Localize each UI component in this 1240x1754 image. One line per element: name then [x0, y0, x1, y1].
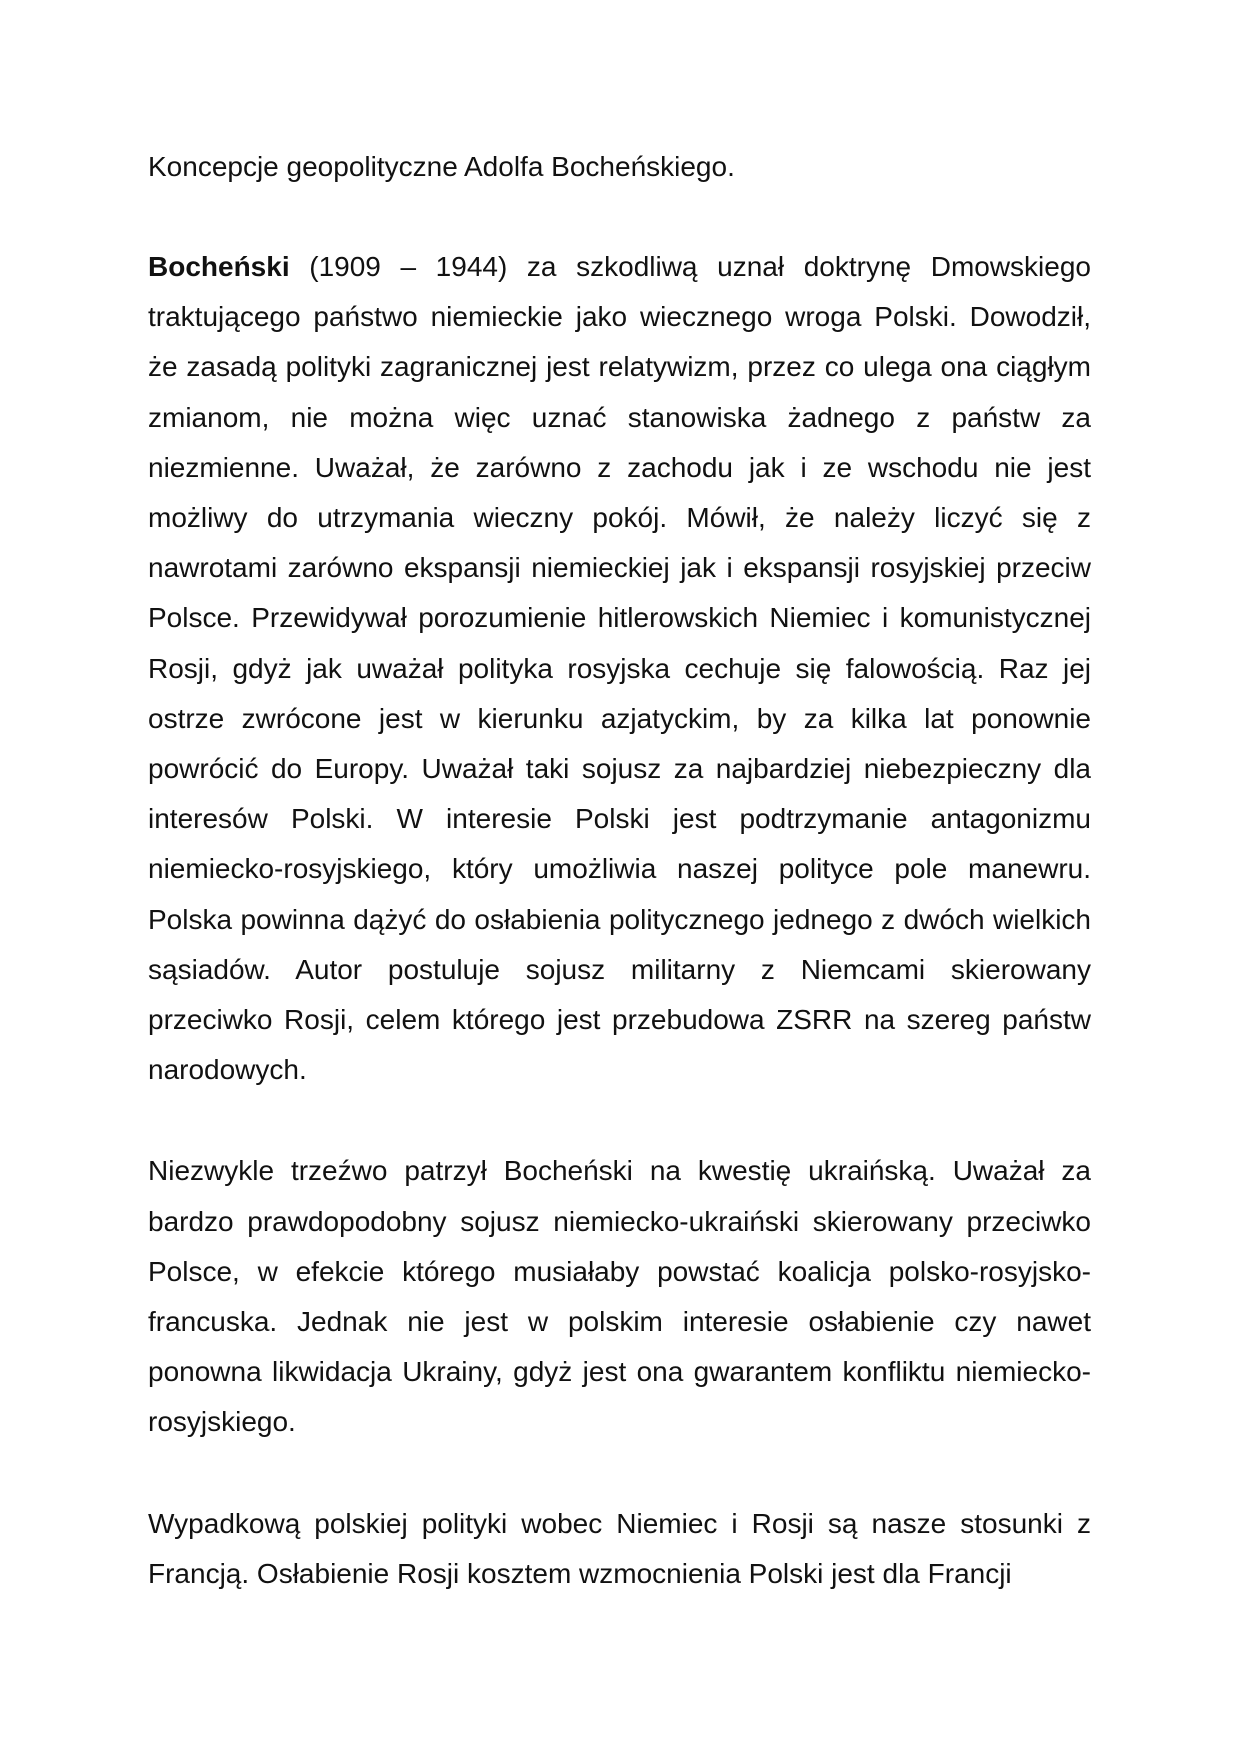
- paragraph-3: [148, 1499, 1091, 1599]
- paragraph-3-text: Wypadkową polskiej polityki wobec Niemiec i Rosji są nasze stosunki z Francją. Osłabienie Rosji kosztem wzmocnienia Polski jest dla Francji: [148, 1507, 1091, 1589]
- paragraph-1-bold-lead: Bocheński: [148, 251, 290, 282]
- document-page: [148, 142, 1091, 1599]
- paragraph-1: [148, 242, 1091, 1095]
- paragraph-2: [148, 1146, 1091, 1447]
- paragraph-1-text: (1909 – 1944) za szkodliwą uznał doktrynę Dmowskiego traktującego państwo niemieckie jako wiecznego wroga Polski. Dowodził, że zasadą polityki zagranicznej jest relatywizm, przez co ulega ona ciągłym zmianom, nie można więc uznać stanowiska żadnego z państw za niezmienne. Uważał, że zarówno z zachodu jak i ze wschodu nie jest możliwy do utrzymania wieczny pokój. Mówił, że należy liczyć się z nawrotami zarówno ekspansji niemieckiej jak i ekspansji rosyjskiej przeciw Polsce. Przewidywał porozumienie hitlerowskich Niemiec i komunistycznej Rosji, gdyż jak uważał polityka rosyjska cechuje się falowością. Raz jej ostrze zwrócone jest w kierunku azjatyckim, by za kilka lat ponownie powrócić do Europy. Uważał taki sojusz za najbardziej niebezpieczny dla interesów Polski. W interesie Polski jest podtrzymanie antagonizmu niemiecko-rosyjskiego, który umożliwia naszej polityce pole manewru. Polska powinna dążyć do osłabienia politycznego jednego z dwóch wielkich sąsiadów. Autor postuluje sojusz militarny z Niemcami skierowany przeciwko Rosji, celem którego jest przebudowa ZSRR na szereg państw narodowych.: [148, 251, 1091, 1086]
- paragraph-2-text: Niezwykle trzeźwo patrzył Bocheński na kwestię ukraińską. Uważał za bardzo prawdopodobny sojusz niemiecko-ukraiński skierowany przeciwko Polsce, w efekcie którego musiałaby powstać koalicja polsko-rosyjsko-francuska. Jednak nie jest w polskim interesie osłabienie czy nawet ponowna likwidacja Ukrainy, gdyż jest ona gwarantem konfliktu niemiecko-rosyjskiego.: [148, 1155, 1091, 1438]
- document-title: Koncepcje geopolityczne Adolfa Bocheńskiego.: [148, 151, 735, 182]
